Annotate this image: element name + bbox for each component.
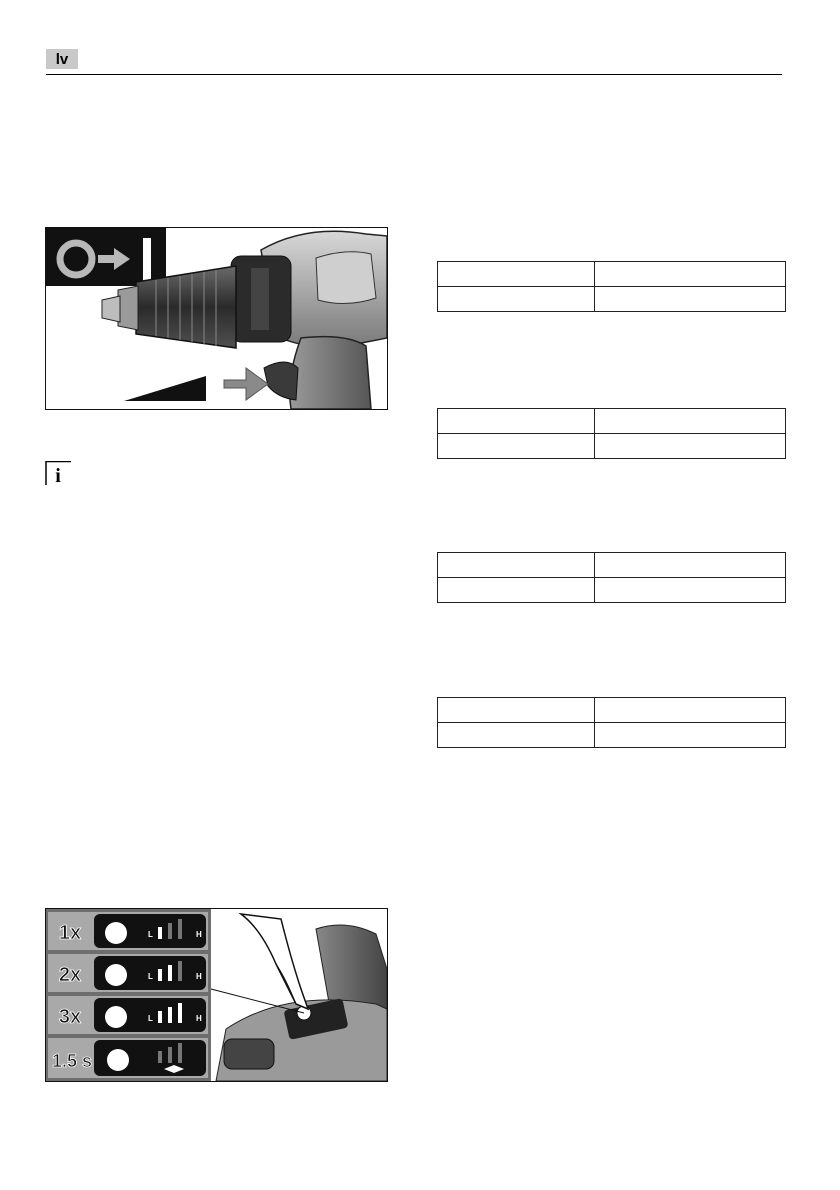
scale-high-label: H <box>196 972 202 981</box>
table-cell <box>438 698 595 723</box>
table-cell <box>595 287 786 312</box>
table-cell <box>595 553 786 578</box>
table-row <box>438 262 786 287</box>
table-row <box>438 434 786 459</box>
table-cell <box>438 287 595 312</box>
figure-switch-on <box>45 227 388 410</box>
scale-high-label: H <box>196 930 202 939</box>
table-cell <box>438 262 595 287</box>
speed-modes-illustration <box>46 909 387 1081</box>
info-icon <box>45 461 71 485</box>
table-cell <box>595 434 786 459</box>
language-code: lv <box>55 50 69 68</box>
scale-high-label: H <box>196 1014 202 1023</box>
scale-low-label: L <box>148 930 153 939</box>
spec-table-3 <box>437 552 786 603</box>
svg-text:i: i <box>55 465 61 485</box>
mode-row-2 <box>48 954 208 992</box>
table-row <box>438 287 786 312</box>
table-cell <box>438 553 595 578</box>
table-row <box>438 553 786 578</box>
drill-illustration <box>46 228 387 409</box>
table-cell <box>595 578 786 603</box>
mode-row-3 <box>48 996 208 1034</box>
spec-table-2 <box>437 408 786 459</box>
table-cell <box>438 434 595 459</box>
spec-table-4 <box>437 697 786 748</box>
table-cell <box>595 409 786 434</box>
table-row <box>438 578 786 603</box>
table-row <box>438 409 786 434</box>
table-cell <box>595 698 786 723</box>
table-cell <box>438 723 595 748</box>
floor-wedge <box>124 376 206 401</box>
table-cell <box>438 409 595 434</box>
mode-label: 1x <box>58 922 82 944</box>
mode-row-1 <box>48 912 208 950</box>
on-symbol <box>143 238 151 281</box>
mode-label: 1.5 s <box>51 1051 93 1071</box>
table-cell <box>438 578 595 603</box>
figure-speed-modes <box>45 908 388 1082</box>
press-arrow-icon <box>224 368 268 400</box>
table-cell <box>595 262 786 287</box>
table-row <box>438 698 786 723</box>
scale-low-label: L <box>148 972 153 981</box>
spec-table-1 <box>437 261 786 312</box>
language-tag <box>46 49 78 69</box>
mode-label: 2x <box>58 964 82 986</box>
header-rule <box>46 74 782 75</box>
mode-row-4 <box>48 1038 208 1078</box>
table-row <box>438 723 786 748</box>
table-cell <box>595 723 786 748</box>
scale-low-label: L <box>148 1014 153 1023</box>
mode-label: 3x <box>58 1006 82 1028</box>
